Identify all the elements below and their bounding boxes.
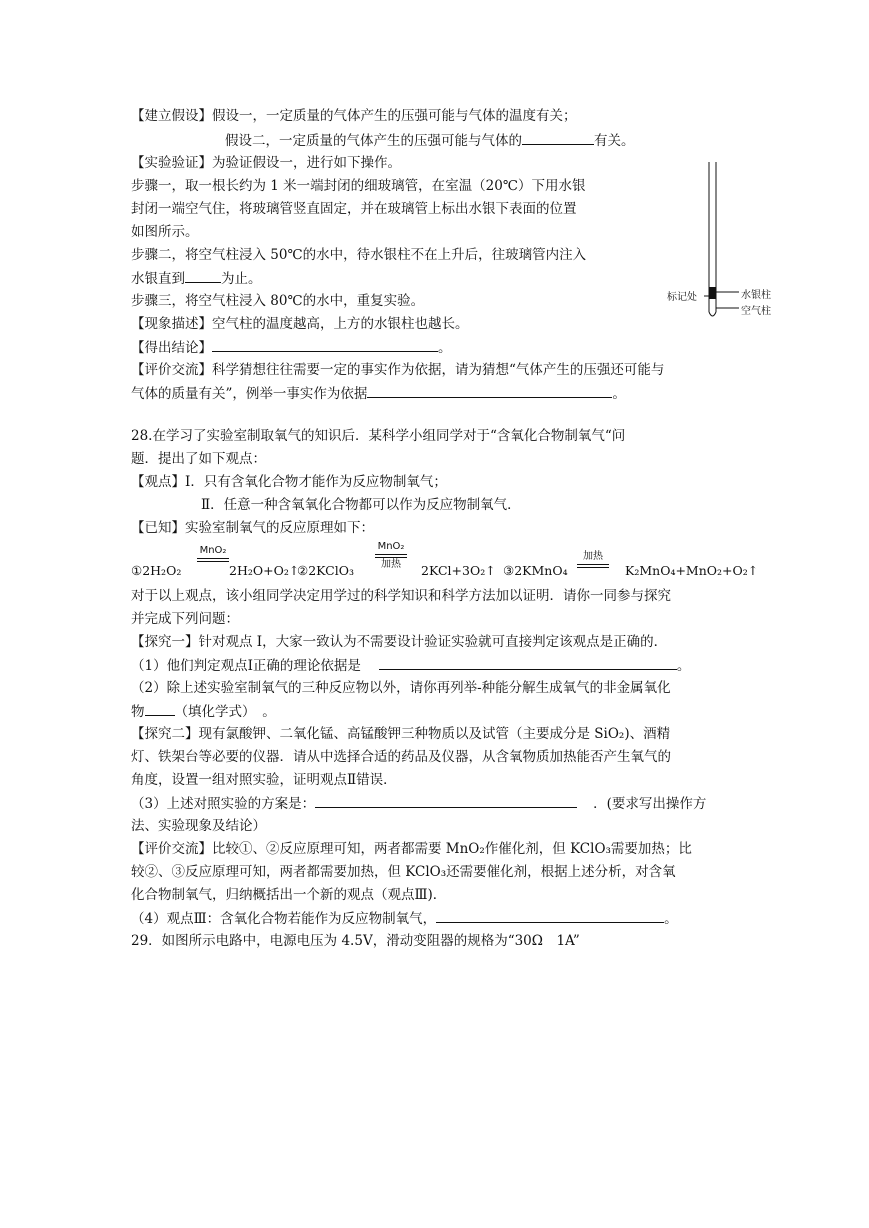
conclusion — [131, 338, 452, 357]
hypothesis-2-tail: 有关。 — [594, 133, 635, 149]
reaction2-condition — [375, 542, 407, 570]
reaction1-condition — [197, 546, 229, 564]
blank-evidence[interactable] — [367, 384, 612, 398]
step1-line1: 步骤一，取一根长约为 1 米一端封闭的细玻璃管，在室温（20℃）下用水银 — [131, 178, 586, 194]
mercury-label: 水银柱 — [741, 290, 771, 301]
viewpoint-1: 【观点】Ⅰ．只有含氧化合物才能作为反应物制氧气； — [131, 474, 447, 490]
question-2-line1: （2）除上述实验室制氧气的三种反应物以外，请你再列举-种能分解生成氧气的非金属氧化 — [131, 680, 671, 696]
q29-line: 29．如图所示电路中，电源电压为 4.5V，滑动变阻器的规格为“30Ω 1A” — [131, 933, 580, 949]
question-3-line1 — [131, 794, 706, 813]
hypothesis-1: 【建立假设】假设一，一定质量的气体产生的压强可能与气体的温度有关； — [131, 108, 577, 124]
phenomenon: 【现象描述】空气柱的温度越高，上方的水银柱也越长。 — [131, 316, 469, 332]
reaction3-left: ③2KMnO₄ — [503, 563, 568, 578]
evaluate-2-tail: 。 — [612, 386, 626, 402]
step3: 步骤三，将空气柱浸入 80℃的水中，重复实验。 — [131, 293, 425, 309]
step2-line1: 步骤二，将空气柱浸入 50℃的水中，待水银柱不在上升后，往玻璃管内注入 — [131, 247, 587, 263]
explore2-line3: 角度，设置一组对照实验，证明观点Ⅱ错误． — [131, 772, 397, 788]
hypothesis-2 — [225, 131, 635, 150]
explore1-heading: 【探究一】针对观点 I，大家一致认为不需要设计验证实验就可直接判定该观点是正确的． — [131, 634, 668, 650]
evaluate2-line3: 化合物制氧气，归纳概括出一个新的观点（观点Ⅲ)． — [131, 887, 447, 903]
q28-line2: 题．提出了如下观点： — [131, 451, 266, 467]
reaction2-right: 2KCl+3O₂↑ — [421, 563, 496, 578]
explore2-line2: 灯、铁架台等必要的仪器．请从中选择合适的药品及仪器，从含氧物质加热能否产生氧气的 — [131, 749, 671, 765]
blank-step2[interactable] — [185, 269, 221, 283]
blank-q3[interactable] — [315, 794, 577, 808]
question-4 — [131, 909, 678, 928]
blank-q2[interactable] — [145, 702, 175, 716]
mark-label: 标记处 — [667, 292, 697, 303]
explore2-line1: 【探究二】现有氯酸钾、二氧化锰、高锰酸钾三种物质以及试管（主要成分是 SiO₂)、酒精 — [131, 726, 671, 742]
mercury-column — [710, 287, 716, 299]
step1-line2: 封闭一端空气住，将玻璃管竖直固定，并在玻璃管上标出水银下表面的位置 — [131, 201, 577, 217]
step1-line3: 如图所示。 — [131, 224, 199, 240]
question-2-text: 物 — [131, 704, 145, 720]
tube-closed-end — [709, 312, 716, 316]
double-arrow — [577, 564, 609, 568]
reaction1-right: 2H₂O+O₂↑ — [229, 563, 300, 578]
conclusion-tail: 。 — [438, 340, 452, 356]
conclusion-text: 【得出结论】 — [131, 340, 212, 356]
after-known-2: 并完成下列问题： — [131, 611, 239, 627]
evaluate-2 — [131, 384, 626, 403]
reaction3-condition — [577, 552, 609, 570]
verify-heading: 【实验验证】为验证假设一，进行如下操作。 — [131, 155, 401, 171]
question-3-line2: 法、实验现象及结论） — [131, 818, 266, 834]
blank-hypothesis[interactable] — [522, 131, 594, 145]
question-2-tail: （填化学式） 。 — [174, 704, 276, 720]
air-label: 空气柱 — [741, 306, 771, 317]
evaluate-2-text: 气体的质量有关”，例举一事实作为依据 — [131, 386, 368, 402]
reaction3-right: K₂MnO₄+MnO₂+O₂↑ — [625, 563, 759, 578]
blank-conclusion[interactable] — [212, 338, 438, 352]
double-arrow — [375, 554, 407, 558]
evaluate2-line2: 较②、③反应原理可知，两者都需要加热，但 KClO₃还需要催化剂，根据上述分析，对含氧 — [131, 864, 676, 880]
reaction2-catalyst: MnO₂ — [377, 541, 405, 552]
hypothesis-2-text: 假设二，一定质量的气体产生的压强可能与气体的 — [225, 133, 522, 149]
q28-line1: 28.在学习了实验室制取氧气的知识后．某科学小组同学对于“含氧化合物制氧气“问 — [131, 428, 626, 444]
evaluate-1: 【评价交流】科学猜想往往需要一定的事实作为依据，请为猜想“气体产生的压强还可能与 — [131, 362, 665, 378]
step2-text: 水银直到 — [131, 271, 185, 287]
step2-line2 — [131, 269, 262, 288]
question-2-line2 — [131, 702, 276, 721]
reaction1-left: ①2H₂O₂ — [131, 563, 182, 578]
question-3-text: （3）上述对照实验的方案是： — [131, 796, 316, 812]
reaction3-heat: 加热 — [583, 551, 603, 562]
question-3-tail: ．(要求写出操作方 — [593, 796, 707, 812]
after-known-1: 对于以上观点，该小组同学决定用学过的科学知识和科学方法加以证明．请你一同参与探究 — [131, 588, 671, 604]
question-1-tail: 。 — [676, 658, 691, 674]
reaction2-heat: 加热 — [381, 559, 401, 570]
question-4-text: （4）观点Ⅲ：含氧化合物若能作为反应物制氧气， — [131, 911, 437, 927]
question-1 — [131, 656, 690, 675]
question-4-tail: 。 — [664, 911, 678, 927]
viewpoint-2: Ⅱ．任意一种含氧氧化合物都可以作为反应物制氧气． — [201, 497, 521, 513]
blank-q1[interactable] — [379, 656, 677, 670]
blank-q4[interactable] — [436, 909, 664, 923]
double-arrow — [197, 558, 229, 562]
step2-tail: 为止。 — [221, 271, 262, 287]
known-heading: 【已知】实验室制氧气的反应原理如下： — [131, 520, 374, 536]
evaluate2-line1: 【评价交流】比较①、②反应原理可知，两者都需要 MnO₂作催化剂，但 KClO₃需要加热；比 — [131, 841, 692, 857]
reaction2-left: ②2KClO₃ — [297, 563, 354, 578]
question-1-text: （1）他们判定观点Ⅰ正确的理论依据是 — [131, 658, 361, 674]
reaction1-catalyst: MnO₂ — [199, 545, 227, 556]
